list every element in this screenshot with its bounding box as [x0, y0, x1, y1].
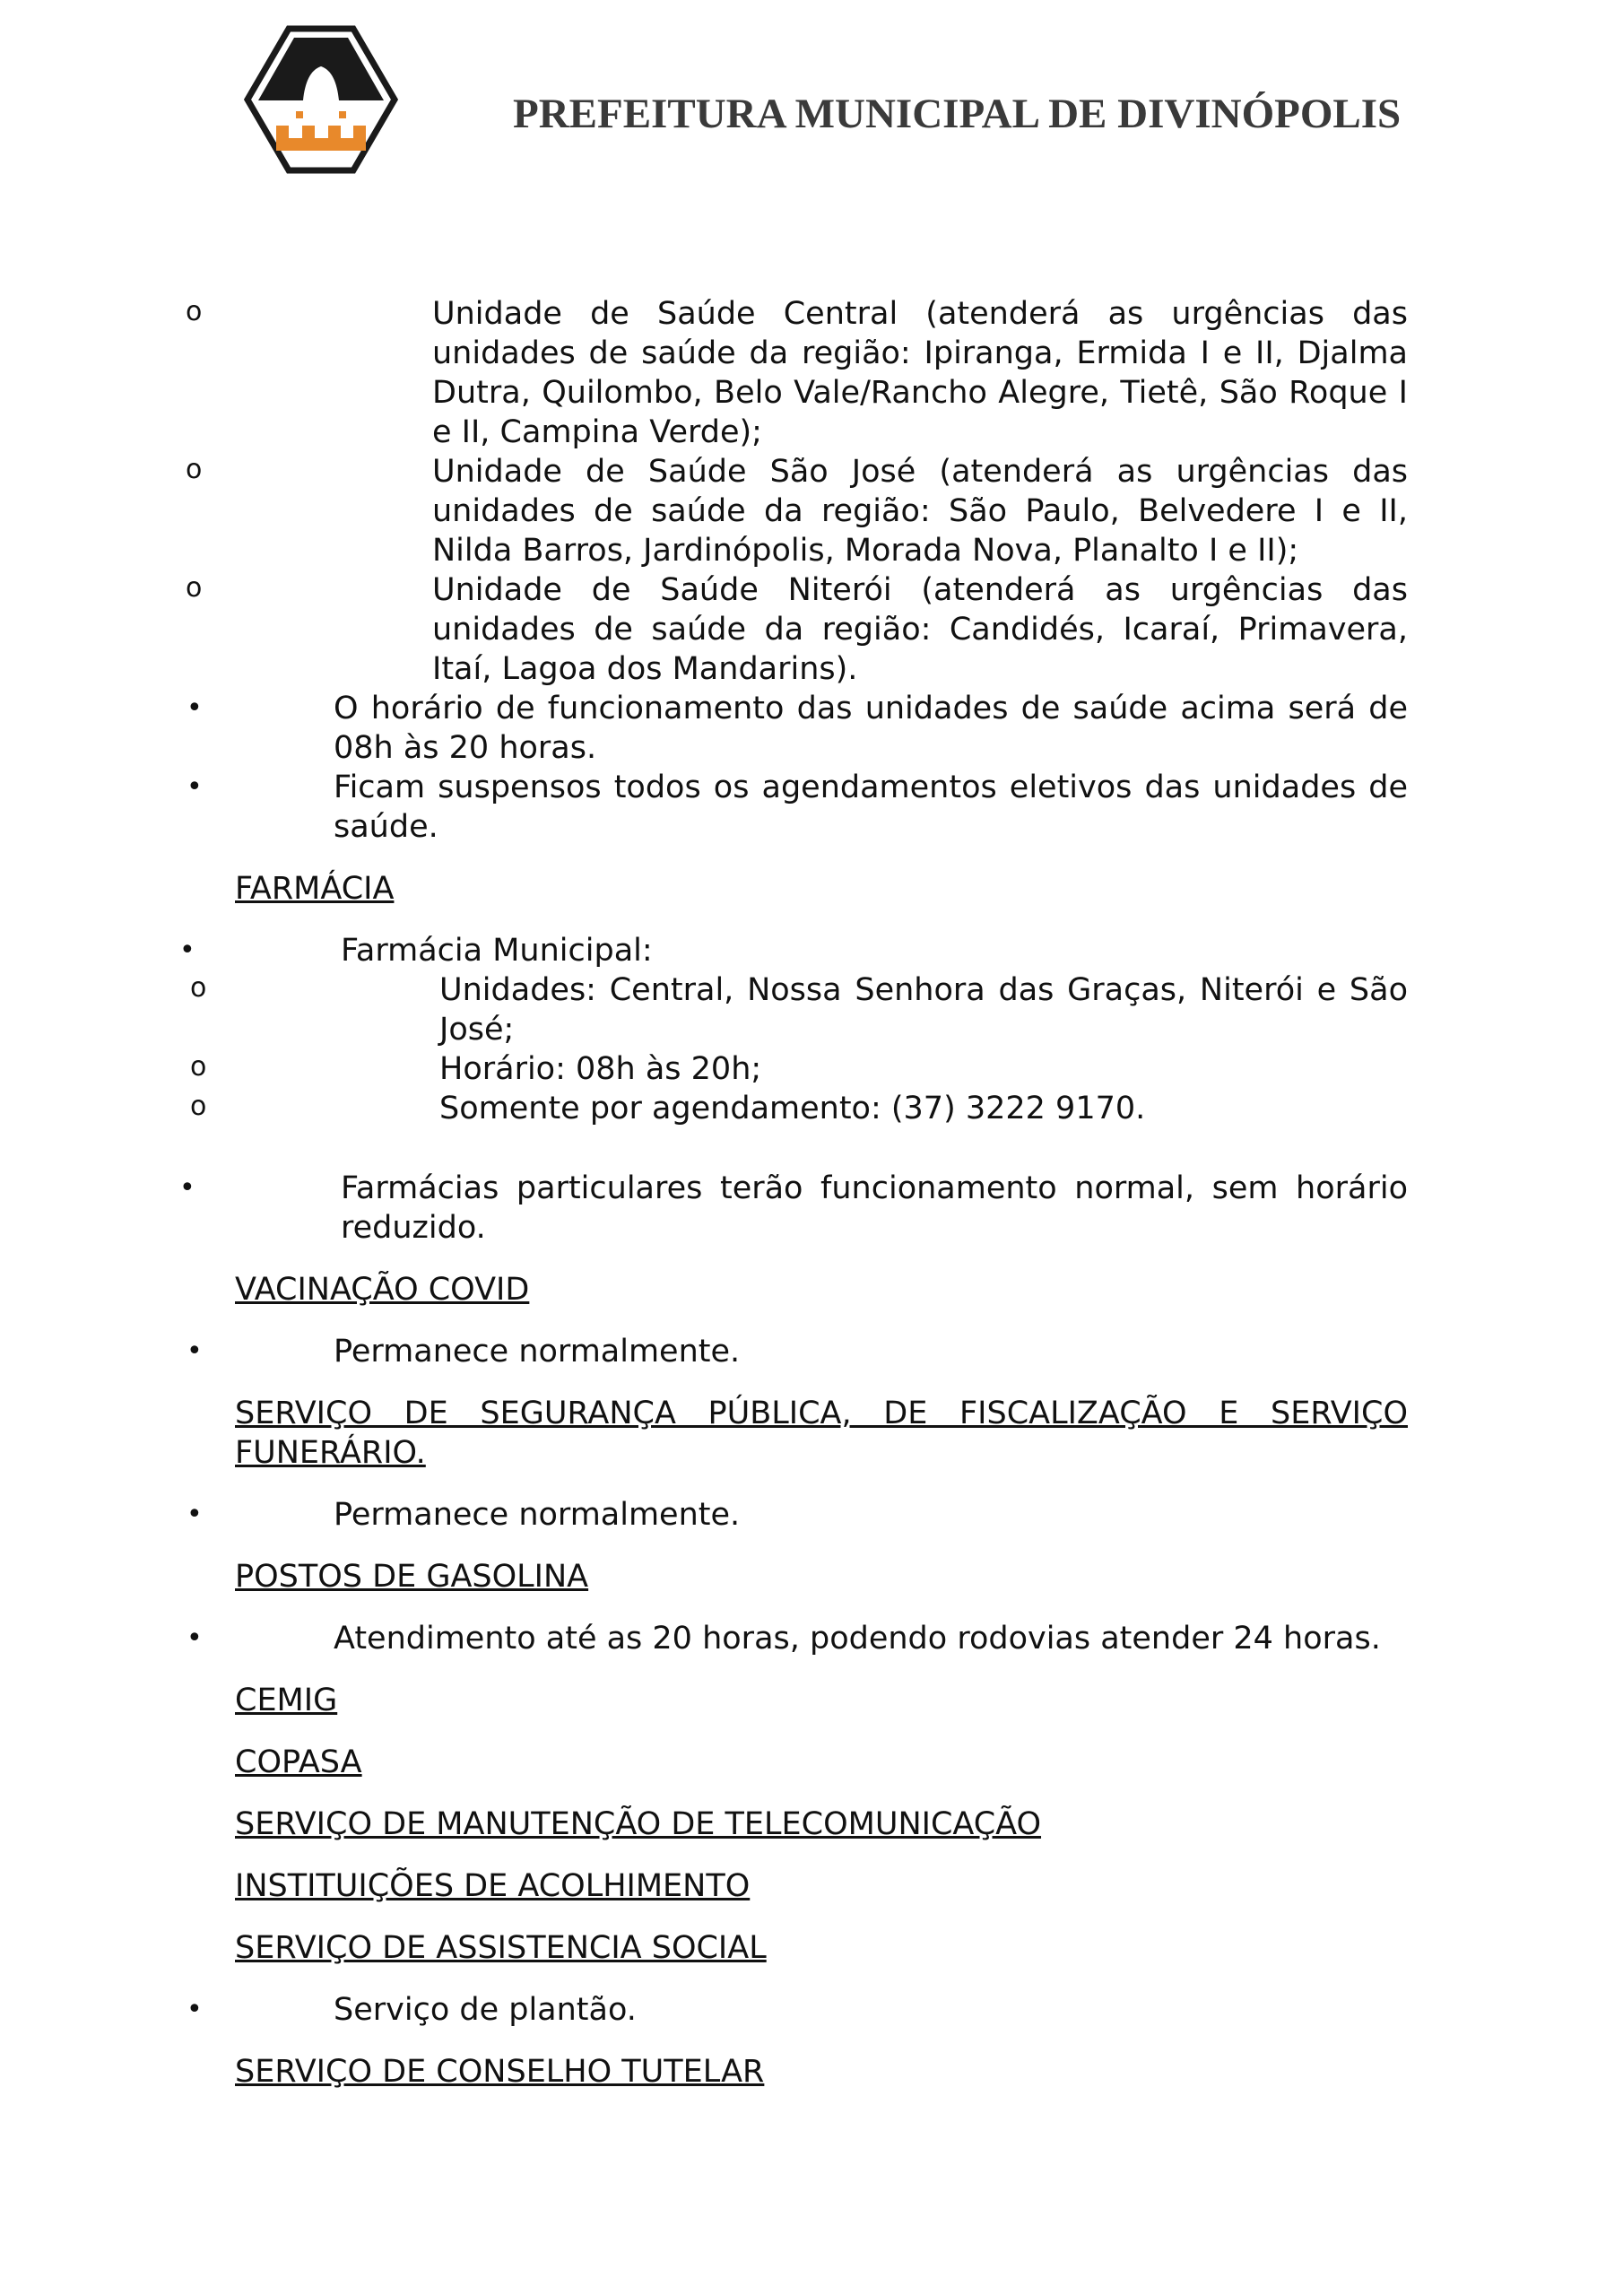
list-item: • Permanece normalmente.	[187, 1334, 741, 1370]
bullet-icon: •	[187, 692, 203, 724]
section-title-vacinacao: VACINAÇÃO COVID	[235, 1272, 530, 1308]
section-title-seguranca-line2: FUNERÁRIO.	[235, 1435, 426, 1471]
circle-bullet-icon: o	[186, 572, 203, 604]
section-title-cemig: CEMIG	[235, 1683, 338, 1718]
bullet-icon: •	[187, 1994, 203, 2025]
section-title-conselho: SERVIÇO DE CONSELHO TUTELAR	[235, 2054, 765, 2090]
section-title-telecom: SERVIÇO DE MANUTENÇÃO DE TELECOMUNICAÇÃO	[235, 1806, 1042, 1842]
list-item: • O horário de funcionamento das unidades de saúde acima será de 08h às 20 horas.	[187, 691, 1408, 766]
bullet-icon: •	[179, 935, 195, 966]
bullet-icon: •	[187, 1622, 203, 1654]
list-item: • Ficam suspensos todos os agendamentos eletivos das unidades de saúde.	[187, 770, 1408, 845]
list-item: • Serviço de plantão.	[187, 1992, 637, 2028]
list-item: o Unidade de Saúde Central (atenderá as urgências das unidades de saúde da região: Ipiranga, Ermida I e II, Djalma Dutra, Quilombo, Belo Vale/Rancho Alegre, Tietê, São Roque I e II, Campina Verde);	[235, 294, 1408, 452]
page-title: PREFEITURA MUNICIPAL DE DIVINÓPOLIS	[513, 91, 1402, 137]
circle-bullet-icon: o	[186, 296, 203, 327]
circle-bullet-icon: o	[190, 1091, 207, 1122]
list-item: o Horário: 08h às 20h;	[235, 1049, 1408, 1089]
circle-bullet-icon: o	[190, 1051, 207, 1083]
document-body	[179, 294, 1408, 2092]
section-title-postos: POSTOS DE GASOLINA	[235, 1559, 589, 1595]
bullet-icon: •	[187, 771, 203, 803]
bullet-icon: •	[179, 1172, 195, 1204]
list-item: o Unidades: Central, Nossa Senhora das Graças, Niterói e São José;	[235, 970, 1408, 1049]
section-title-acolhimento: INSTITUIÇÕES DE ACOLHIMENTO	[235, 1868, 751, 1904]
list-item: o Unidade de Saúde São José (atenderá as urgências das unidades de saúde da região: São Paulo, Belvedere I e II, Nilda Barros, Jardinópolis, Morada Nova, Planalto I e II);	[235, 452, 1408, 570]
section-title-assistencia: SERVIÇO DE ASSISTENCIA SOCIAL	[235, 1930, 767, 1966]
list-item: • Farmácias particulares terão funcionamento normal, sem horário reduzido.	[179, 1170, 1408, 1246]
page-header	[0, 0, 1623, 197]
list-item: o Somente por agendamento: (37) 3222 9170.	[235, 1089, 1408, 1128]
circle-bullet-icon: o	[190, 972, 207, 1004]
section-title-copasa: COPASA	[235, 1744, 362, 1780]
section-title-seguranca: SERVIÇO DE SEGURANÇA PÚBLICA, DE FISCALIZAÇÃO E SERVIÇO	[235, 1396, 1408, 1431]
list-item: o Unidade de Saúde Niterói (atenderá as urgências das unidades de saúde da região: Candidés, Icaraí, Primavera, Itaí, Lagoa dos Mandarins).	[235, 570, 1408, 689]
bullet-icon: •	[187, 1499, 203, 1530]
circle-bullet-icon: o	[186, 454, 203, 485]
list-item: • Farmácia Municipal:	[179, 933, 653, 969]
list-item: • Atendimento até as 20 horas, podendo rodovias atender 24 horas.	[187, 1621, 1381, 1657]
municipal-crest-icon	[244, 25, 398, 174]
list-item: • Permanece normalmente.	[187, 1497, 741, 1533]
section-title-farmacia: FARMÁCIA	[235, 871, 395, 907]
bullet-icon: •	[187, 1335, 203, 1367]
